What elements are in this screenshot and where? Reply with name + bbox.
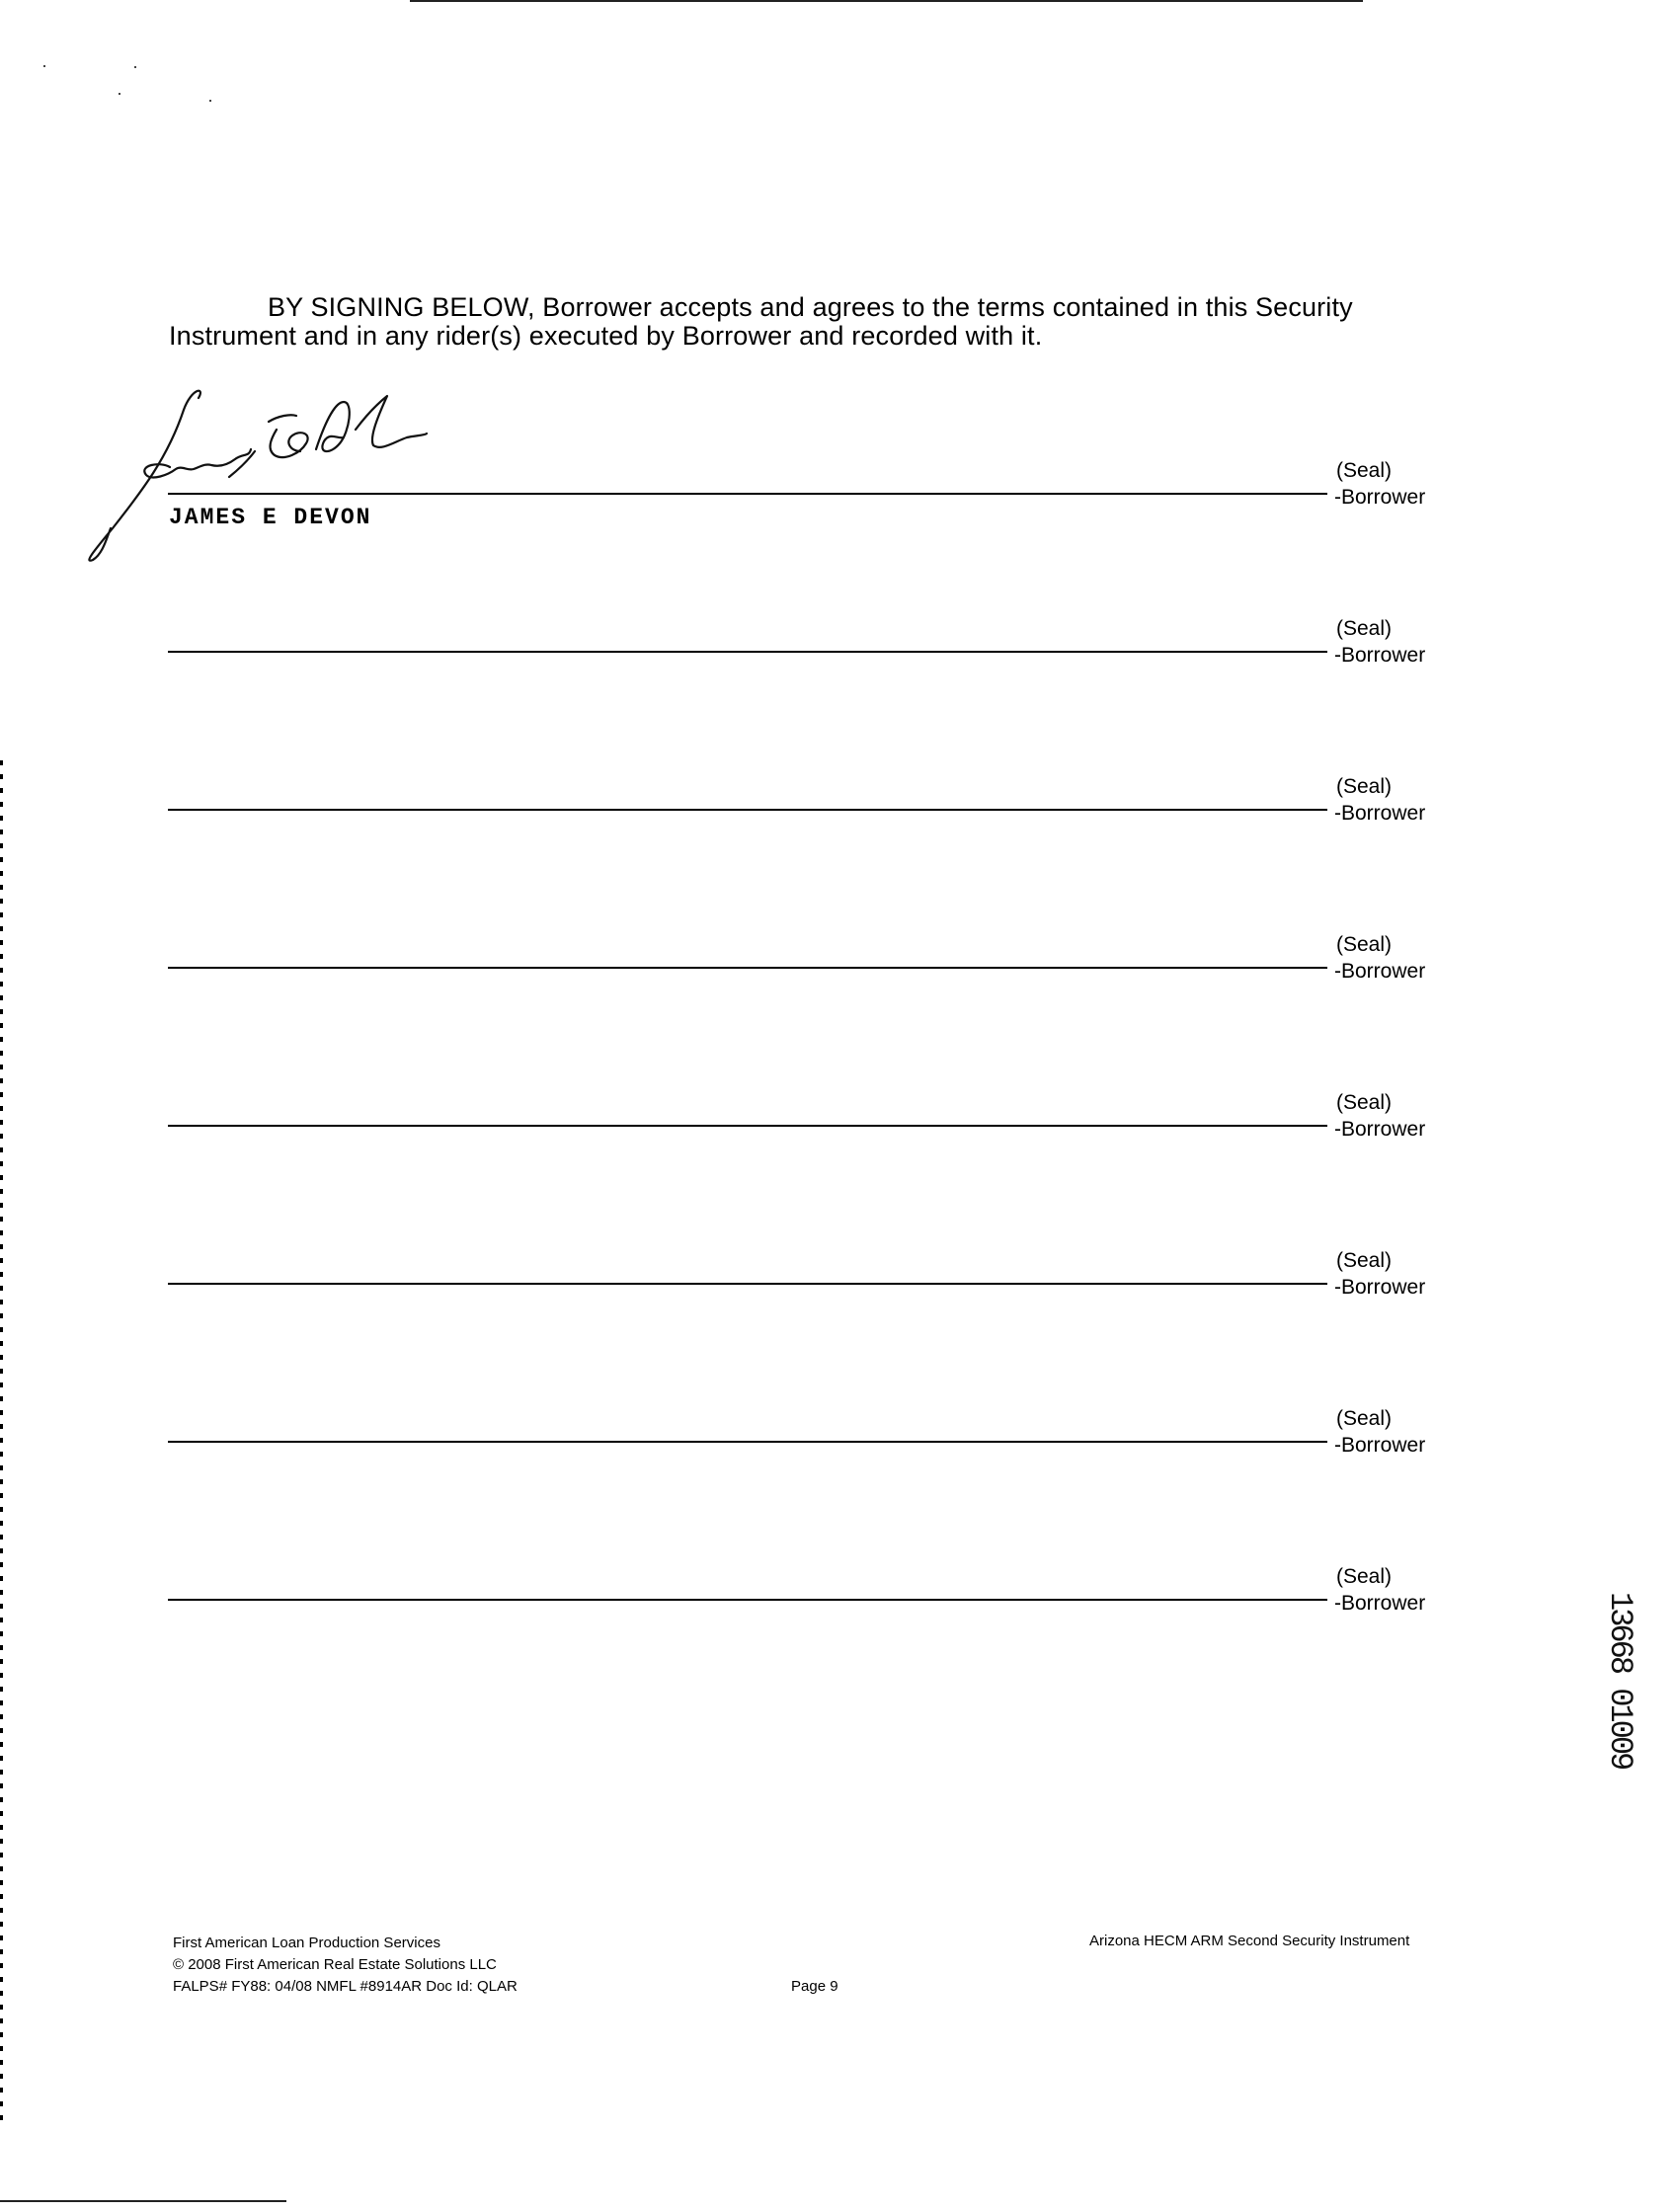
signature-block-2	[168, 617, 1452, 676]
scan-speck	[43, 65, 45, 67]
footer-form-id: FALPS# FY88: 04/08 NMFL #8914AR Doc Id: QLAR	[173, 1978, 518, 1995]
signature-line[interactable]	[168, 1441, 1327, 1443]
signature-line[interactable]	[168, 967, 1327, 969]
scan-speck	[134, 66, 136, 68]
seal-label: (Seal)	[1336, 775, 1393, 798]
signature-line[interactable]	[168, 1283, 1327, 1285]
signature-line[interactable]	[168, 1599, 1327, 1601]
footer-copyright: © 2008 First American Real Estate Solutions LLC	[173, 1956, 497, 1973]
borrower-label: -Borrower	[1334, 1434, 1426, 1457]
page-number: Page 9	[791, 1978, 838, 1995]
seal-label: (Seal)	[1336, 459, 1393, 482]
signature-block-6	[168, 1249, 1452, 1308]
signature-block-8	[168, 1565, 1452, 1624]
signature-block-3	[168, 775, 1452, 834]
seal-label: (Seal)	[1336, 617, 1393, 640]
borrower-label: -Borrower	[1334, 960, 1426, 983]
signature-line[interactable]	[168, 809, 1327, 811]
footer-publisher	[173, 1933, 518, 1998]
recording-stamp: 13668 01009	[1602, 1592, 1638, 1769]
footer-form-title: Arizona HECM ARM Second Security Instrument	[1089, 1933, 1410, 1949]
borrower-label: -Borrower	[1334, 644, 1426, 667]
borrower-printed-name: JAMES E DEVON	[169, 505, 372, 530]
signature-block-4	[168, 933, 1452, 992]
signature-line[interactable]	[168, 651, 1327, 653]
borrower-label: -Borrower	[1334, 486, 1426, 509]
acceptance-lead: BY SIGNING BELOW,	[268, 292, 535, 322]
top-edge-rule	[410, 0, 1363, 2]
borrower-label: -Borrower	[1334, 1118, 1426, 1141]
handwritten-signature	[81, 380, 516, 568]
acceptance-statement	[169, 293, 1423, 351]
seal-label: (Seal)	[1336, 1091, 1393, 1114]
scan-speck	[209, 100, 211, 102]
scan-speck	[119, 93, 120, 95]
footer-company: First American Loan Production Services	[173, 1935, 440, 1951]
signature-block-5	[168, 1091, 1452, 1150]
seal-label: (Seal)	[1336, 1249, 1393, 1272]
borrower-label: -Borrower	[1334, 802, 1426, 825]
scan-edge-marks	[0, 760, 3, 2123]
signature-line[interactable]	[168, 1125, 1327, 1127]
acceptance-text: Borrower accepts and agrees to the terms contained in this Security Instrument and in any rider(s) executed by Borrower and recorded with it.	[169, 292, 1353, 351]
seal-label: (Seal)	[1336, 1565, 1393, 1588]
seal-label: (Seal)	[1336, 933, 1393, 956]
signature-block-7	[168, 1407, 1452, 1466]
borrower-label: -Borrower	[1334, 1276, 1426, 1299]
bottom-edge-rule	[0, 2200, 286, 2202]
borrower-label: -Borrower	[1334, 1592, 1426, 1615]
seal-label: (Seal)	[1336, 1407, 1393, 1430]
